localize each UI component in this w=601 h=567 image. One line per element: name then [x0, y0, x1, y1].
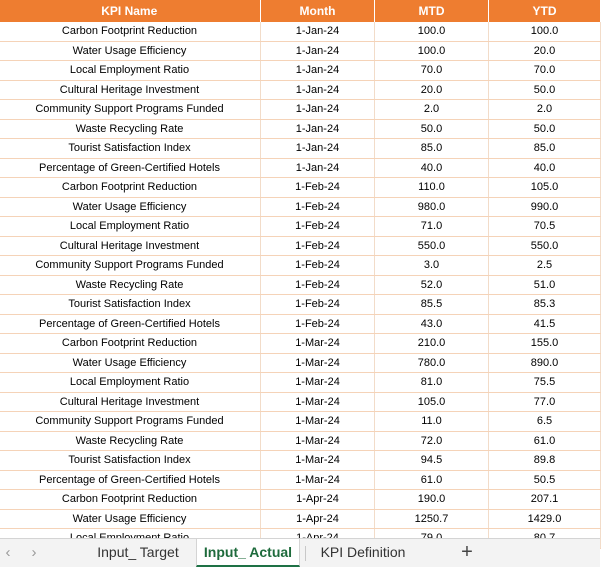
cell-kpi-name[interactable]: Community Support Programs Funded [0, 100, 261, 120]
cell-mtd[interactable]: 100.0 [375, 22, 489, 41]
cell-month[interactable]: 1-Feb-24 [261, 314, 375, 334]
cell-mtd[interactable]: 780.0 [375, 353, 489, 373]
cell-kpi-name[interactable]: Tourist Satisfaction Index [0, 139, 261, 159]
header-month[interactable]: Month [261, 0, 375, 22]
cell-month[interactable]: 1-Mar-24 [261, 470, 375, 490]
header-row [0, 0, 601, 22]
cell-ytd[interactable]: 61.0 [489, 431, 601, 451]
table-row [0, 158, 601, 178]
cell-month[interactable]: 1-Jan-24 [261, 139, 375, 159]
cell-mtd[interactable]: 72.0 [375, 431, 489, 451]
cell-mtd[interactable]: 1250.7 [375, 509, 489, 529]
tab-input-target[interactable]: Input_ Target [97, 544, 179, 560]
cell-ytd[interactable]: 1429.0 [489, 509, 601, 529]
cell-ytd[interactable]: 2.5 [489, 256, 601, 276]
cell-month[interactable]: 1-Feb-24 [261, 256, 375, 276]
cell-month[interactable]: 1-Jan-24 [261, 80, 375, 100]
cell-kpi-name[interactable]: Tourist Satisfaction Index [0, 295, 261, 315]
cell-mtd[interactable]: 52.0 [375, 275, 489, 295]
cell-month[interactable]: 1-Mar-24 [261, 451, 375, 471]
table-row [0, 61, 601, 81]
table-row [0, 22, 601, 41]
cell-mtd[interactable]: 40.0 [375, 158, 489, 178]
cell-kpi-name[interactable]: Carbon Footprint Reduction [0, 22, 261, 41]
cell-ytd[interactable]: 50.5 [489, 470, 601, 490]
cell-ytd[interactable]: 6.5 [489, 412, 601, 432]
table-row [0, 431, 601, 451]
cell-ytd[interactable]: 890.0 [489, 353, 601, 373]
cell-ytd[interactable]: 70.5 [489, 217, 601, 237]
cell-month[interactable]: 1-Feb-24 [261, 217, 375, 237]
cell-kpi-name[interactable]: Carbon Footprint Reduction [0, 178, 261, 198]
header-ytd[interactable]: YTD [489, 0, 601, 22]
cell-month[interactable]: 1-Mar-24 [261, 353, 375, 373]
cell-kpi-name[interactable]: Percentage of Green-Certified Hotels [0, 470, 261, 490]
cell-ytd[interactable]: 207.1 [489, 490, 601, 510]
cell-ytd[interactable]: 155.0 [489, 334, 601, 354]
cell-ytd[interactable]: 51.0 [489, 275, 601, 295]
sheet-tab-bar [0, 538, 600, 567]
cell-mtd[interactable]: 550.0 [375, 236, 489, 256]
cell-month[interactable]: 1-Mar-24 [261, 334, 375, 354]
cell-ytd[interactable]: 50.0 [489, 119, 601, 139]
table-row [0, 353, 601, 373]
cell-kpi-name[interactable]: Local Employment Ratio [0, 217, 261, 237]
cell-mtd[interactable]: 61.0 [375, 470, 489, 490]
cell-month[interactable]: 1-Jan-24 [261, 22, 375, 41]
table-row [0, 100, 601, 120]
cell-mtd[interactable]: 71.0 [375, 217, 489, 237]
table-row [0, 490, 601, 510]
cell-mtd[interactable]: 81.0 [375, 373, 489, 393]
table-row [0, 470, 601, 490]
cell-kpi-name[interactable]: Carbon Footprint Reduction [0, 334, 261, 354]
cell-kpi-name[interactable]: Water Usage Efficiency [0, 41, 261, 61]
table-row [0, 80, 601, 100]
add-sheet-icon[interactable]: + [461, 541, 473, 563]
cell-kpi-name[interactable]: Cultural Heritage Investment [0, 80, 261, 100]
table-row [0, 412, 601, 432]
cell-ytd[interactable]: 20.0 [489, 41, 601, 61]
table-row [0, 275, 601, 295]
cell-month[interactable]: 1-Jan-24 [261, 100, 375, 120]
cell-ytd[interactable]: 77.0 [489, 392, 601, 412]
cell-mtd[interactable]: 20.0 [375, 80, 489, 100]
cell-kpi-name[interactable]: Percentage of Green-Certified Hotels [0, 158, 261, 178]
cell-ytd[interactable]: 50.0 [489, 80, 601, 100]
cell-kpi-name[interactable]: Cultural Heritage Investment [0, 236, 261, 256]
cell-month[interactable]: 1-Jan-24 [261, 41, 375, 61]
table-row [0, 256, 601, 276]
cell-month[interactable]: 1-Apr-24 [261, 490, 375, 510]
cell-month[interactable]: 1-Jan-24 [261, 61, 375, 81]
cell-kpi-name[interactable]: Community Support Programs Funded [0, 256, 261, 276]
cell-mtd[interactable]: 210.0 [375, 334, 489, 354]
cell-kpi-name[interactable]: Waste Recycling Rate [0, 431, 261, 451]
cell-ytd[interactable]: 89.8 [489, 451, 601, 471]
cell-mtd[interactable]: 3.0 [375, 256, 489, 276]
cell-month[interactable]: 1-Mar-24 [261, 431, 375, 451]
cell-kpi-name[interactable]: Waste Recycling Rate [0, 119, 261, 139]
cell-kpi-name[interactable]: Tourist Satisfaction Index [0, 451, 261, 471]
cell-mtd[interactable]: 11.0 [375, 412, 489, 432]
cell-mtd[interactable]: 100.0 [375, 41, 489, 61]
cell-mtd[interactable]: 85.5 [375, 295, 489, 315]
cell-kpi-name[interactable]: Waste Recycling Rate [0, 275, 261, 295]
cell-ytd[interactable]: 990.0 [489, 197, 601, 217]
cell-month[interactable]: 1-Feb-24 [261, 295, 375, 315]
cell-ytd[interactable]: 85.0 [489, 139, 601, 159]
cell-kpi-name[interactable]: Local Employment Ratio [0, 373, 261, 393]
table-row [0, 373, 601, 393]
tab-input-actual[interactable]: Input_ Actual [196, 539, 300, 567]
cell-ytd[interactable]: 100.0 [489, 22, 601, 41]
table-row [0, 197, 601, 217]
cell-month[interactable]: 1-Feb-24 [261, 236, 375, 256]
cell-month[interactable]: 1-Feb-24 [261, 178, 375, 198]
cell-kpi-name[interactable]: Community Support Programs Funded [0, 412, 261, 432]
cell-month[interactable]: 1-Apr-24 [261, 509, 375, 529]
cell-mtd[interactable]: 43.0 [375, 314, 489, 334]
cell-mtd[interactable]: 980.0 [375, 197, 489, 217]
cell-month[interactable]: 1-Jan-24 [261, 119, 375, 139]
table-row [0, 451, 601, 471]
cell-mtd[interactable]: 50.0 [375, 119, 489, 139]
chevron-right-icon[interactable]: › [31, 544, 37, 561]
cell-mtd[interactable]: 105.0 [375, 392, 489, 412]
table-row [0, 314, 601, 334]
cell-month[interactable]: 1-Feb-24 [261, 275, 375, 295]
header-kpi-name[interactable]: KPI Name [0, 0, 261, 22]
table-row [0, 119, 601, 139]
table-row [0, 217, 601, 237]
table-row [0, 509, 601, 529]
chevron-left-icon[interactable]: ‹ [5, 544, 11, 561]
table-row [0, 178, 601, 198]
tab-kpi-definition[interactable]: KPI Definition [320, 544, 406, 560]
cell-kpi-name[interactable]: Water Usage Efficiency [0, 353, 261, 373]
table-row [0, 41, 601, 61]
cell-month[interactable]: 1-Mar-24 [261, 412, 375, 432]
cell-kpi-name[interactable]: Water Usage Efficiency [0, 509, 261, 529]
cell-ytd[interactable]: 105.0 [489, 178, 601, 198]
tab-separator [305, 546, 306, 561]
cell-month[interactable]: 1-Jan-24 [261, 158, 375, 178]
table-row [0, 139, 601, 159]
cell-month[interactable]: 1-Mar-24 [261, 392, 375, 412]
cell-mtd[interactable]: 2.0 [375, 100, 489, 120]
cell-ytd[interactable]: 550.0 [489, 236, 601, 256]
header-mtd[interactable]: MTD [375, 0, 489, 22]
cell-mtd[interactable]: 85.0 [375, 139, 489, 159]
cell-ytd[interactable]: 85.3 [489, 295, 601, 315]
cell-kpi-name[interactable]: Water Usage Efficiency [0, 197, 261, 217]
cell-kpi-name[interactable]: Cultural Heritage Investment [0, 392, 261, 412]
cell-kpi-name[interactable]: Carbon Footprint Reduction [0, 490, 261, 510]
cell-ytd[interactable]: 75.5 [489, 373, 601, 393]
cell-mtd[interactable]: 190.0 [375, 490, 489, 510]
table-row [0, 295, 601, 315]
cell-month[interactable]: 1-Mar-24 [261, 373, 375, 393]
cell-month[interactable]: 1-Feb-24 [261, 197, 375, 217]
cell-kpi-name[interactable]: Percentage of Green-Certified Hotels [0, 314, 261, 334]
cell-kpi-name[interactable]: Local Employment Ratio [0, 61, 261, 81]
table-row [0, 236, 601, 256]
cell-mtd[interactable]: 70.0 [375, 61, 489, 81]
table-row [0, 334, 601, 354]
cell-ytd[interactable]: 40.0 [489, 158, 601, 178]
table-row [0, 392, 601, 412]
cell-ytd[interactable]: 70.0 [489, 61, 601, 81]
cell-mtd[interactable]: 110.0 [375, 178, 489, 198]
cell-mtd[interactable]: 94.5 [375, 451, 489, 471]
cell-ytd[interactable]: 2.0 [489, 100, 601, 120]
cell-ytd[interactable]: 41.5 [489, 314, 601, 334]
